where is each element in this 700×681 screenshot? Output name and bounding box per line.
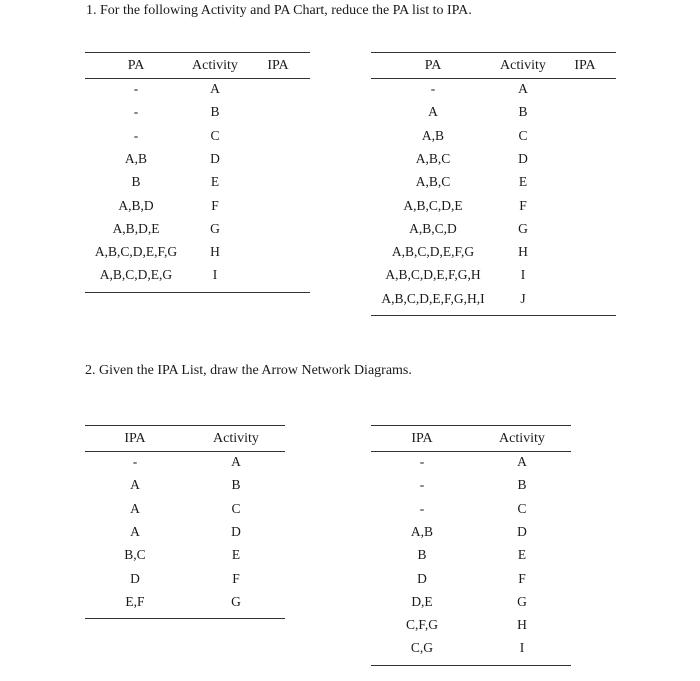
column-header: PA xyxy=(127,58,145,73)
table-cell: H xyxy=(518,244,528,260)
table-cell: B xyxy=(131,174,141,190)
table-cell: - xyxy=(133,104,139,120)
table-row xyxy=(85,592,285,612)
table-row xyxy=(85,475,285,495)
table-row xyxy=(85,102,310,122)
table-cell: E,F xyxy=(125,593,145,609)
table-header-row xyxy=(371,56,616,76)
table-row xyxy=(371,79,616,99)
table-cell: A,B,C,D,E,F,G xyxy=(391,244,475,260)
table-cell: G xyxy=(231,593,241,609)
table-row xyxy=(85,569,285,589)
table-header-row xyxy=(371,429,571,449)
table-cell: A,B,C,D,E,F,G xyxy=(94,244,178,260)
table-cell: A,B,C xyxy=(415,174,451,190)
table-row xyxy=(371,242,616,262)
table-cell: G xyxy=(517,593,527,609)
table-cell: I xyxy=(519,640,525,656)
table-cell: F xyxy=(519,197,527,213)
table-cell: B xyxy=(518,104,528,120)
table-row xyxy=(371,522,571,542)
table-cell: G xyxy=(210,220,220,236)
table-cell: B xyxy=(210,104,220,120)
table-cell: G xyxy=(518,220,528,236)
table-cell: D xyxy=(417,570,427,586)
table-row xyxy=(85,219,310,239)
table-row xyxy=(371,475,571,495)
table-row xyxy=(85,499,285,519)
table-cell: E xyxy=(518,174,528,190)
table-cell: C xyxy=(518,127,528,143)
table-row xyxy=(371,172,616,192)
table-cell: - xyxy=(419,454,425,469)
table-row xyxy=(371,615,571,635)
table-cell: D xyxy=(517,523,527,539)
table-cell: C xyxy=(517,500,527,516)
table-row xyxy=(85,522,285,542)
table-header-row xyxy=(85,56,310,76)
table-row xyxy=(85,545,285,565)
table-row xyxy=(85,196,310,216)
table-cell: J xyxy=(520,290,526,306)
table-rule xyxy=(371,52,616,53)
table-row xyxy=(371,592,571,612)
table-cell: H xyxy=(210,244,220,260)
column-header: Activity xyxy=(499,431,545,446)
table-cell: A xyxy=(517,454,527,469)
table-cell: D,E xyxy=(411,593,433,609)
table-cell: A,B,C,D,E,G xyxy=(99,267,173,283)
table-cell: A,B,C,D,E xyxy=(403,197,463,213)
table-cell: I xyxy=(212,267,218,283)
table-row xyxy=(371,126,616,146)
table-row xyxy=(371,102,616,122)
table-cell: C,G xyxy=(410,640,434,656)
table-cell: A xyxy=(518,81,528,96)
table-cell: - xyxy=(430,81,436,96)
table-cell: F xyxy=(232,570,240,586)
table-cell: D xyxy=(130,570,140,586)
table-row xyxy=(371,265,616,285)
table-cell: B xyxy=(231,477,241,493)
ipa-table-2 xyxy=(371,425,571,665)
table-rule xyxy=(85,618,285,619)
table-cell: A,B xyxy=(421,127,445,143)
column-header: IPA xyxy=(411,431,433,446)
table-row xyxy=(371,289,616,309)
column-header: Activity xyxy=(192,58,238,73)
table-cell: A,B,C,D xyxy=(409,220,457,236)
pa-table-2 xyxy=(371,52,616,315)
table-cell: A,B xyxy=(410,523,434,539)
table-rule xyxy=(371,315,616,316)
table-cell: A,B,D,E xyxy=(112,220,160,236)
table-rule xyxy=(371,665,571,666)
table-row xyxy=(371,149,616,169)
table-cell: A,B xyxy=(124,150,148,166)
table-cell: A xyxy=(428,104,438,120)
table-cell: A xyxy=(231,454,241,469)
table-row xyxy=(85,242,310,262)
table-cell: - xyxy=(133,127,139,143)
table-row xyxy=(85,452,285,472)
table-rule xyxy=(85,52,310,53)
column-header: IPA xyxy=(124,431,146,446)
table-row xyxy=(371,196,616,216)
table-cell: C xyxy=(231,500,241,516)
table-cell: A xyxy=(130,500,140,516)
question-2-heading: 2. Given the IPA List, draw the Arrow Network Diagrams. xyxy=(85,363,412,378)
table-cell: A xyxy=(210,81,220,96)
table-cell: E xyxy=(210,174,220,190)
table-row xyxy=(371,569,571,589)
table-cell: - xyxy=(133,81,139,96)
table-cell: A,B,C,D,E,F,G,H,I xyxy=(381,290,485,306)
table-cell: - xyxy=(419,477,425,493)
ipa-table-1 xyxy=(85,425,285,618)
table-header-row xyxy=(85,429,285,449)
table-cell: F xyxy=(211,197,219,213)
table-row xyxy=(371,452,571,472)
table-cell: D xyxy=(231,523,241,539)
column-header: Activity xyxy=(213,431,259,446)
table-cell: A,B,D xyxy=(118,197,154,213)
table-cell: - xyxy=(419,500,425,516)
table-cell: D xyxy=(518,150,528,166)
table-row xyxy=(371,545,571,565)
column-header: IPA xyxy=(267,58,289,73)
table-cell: B xyxy=(517,477,527,493)
column-header: PA xyxy=(424,58,442,73)
table-row xyxy=(371,219,616,239)
table-cell: I xyxy=(520,267,526,283)
pa-table-1 xyxy=(85,52,310,292)
table-rule xyxy=(85,292,310,293)
table-cell: A,B,C xyxy=(415,150,451,166)
table-cell: C xyxy=(210,127,220,143)
column-header: IPA xyxy=(574,58,596,73)
question-1-heading: 1. For the following Activity and PA Chart, reduce the PA list to IPA. xyxy=(86,3,472,18)
table-row xyxy=(85,126,310,146)
table-cell: F xyxy=(518,570,526,586)
table-cell: B xyxy=(417,547,427,563)
table-cell: A,B,C,D,E,F,G,H xyxy=(385,267,481,283)
table-rule xyxy=(371,425,571,426)
table-cell: A xyxy=(130,477,140,493)
table-cell: D xyxy=(210,150,220,166)
table-cell: A xyxy=(130,523,140,539)
table-row xyxy=(85,265,310,285)
table-row xyxy=(85,149,310,169)
table-row xyxy=(371,638,571,658)
table-row xyxy=(85,79,310,99)
table-cell: E xyxy=(517,547,527,563)
table-cell: - xyxy=(132,454,138,469)
table-rule xyxy=(85,425,285,426)
table-cell: H xyxy=(517,617,527,633)
table-cell: C,F,G xyxy=(406,617,438,633)
table-cell: B,C xyxy=(124,547,146,563)
table-row xyxy=(85,172,310,192)
table-row xyxy=(371,499,571,519)
table-cell: E xyxy=(231,547,241,563)
column-header: Activity xyxy=(500,58,546,73)
